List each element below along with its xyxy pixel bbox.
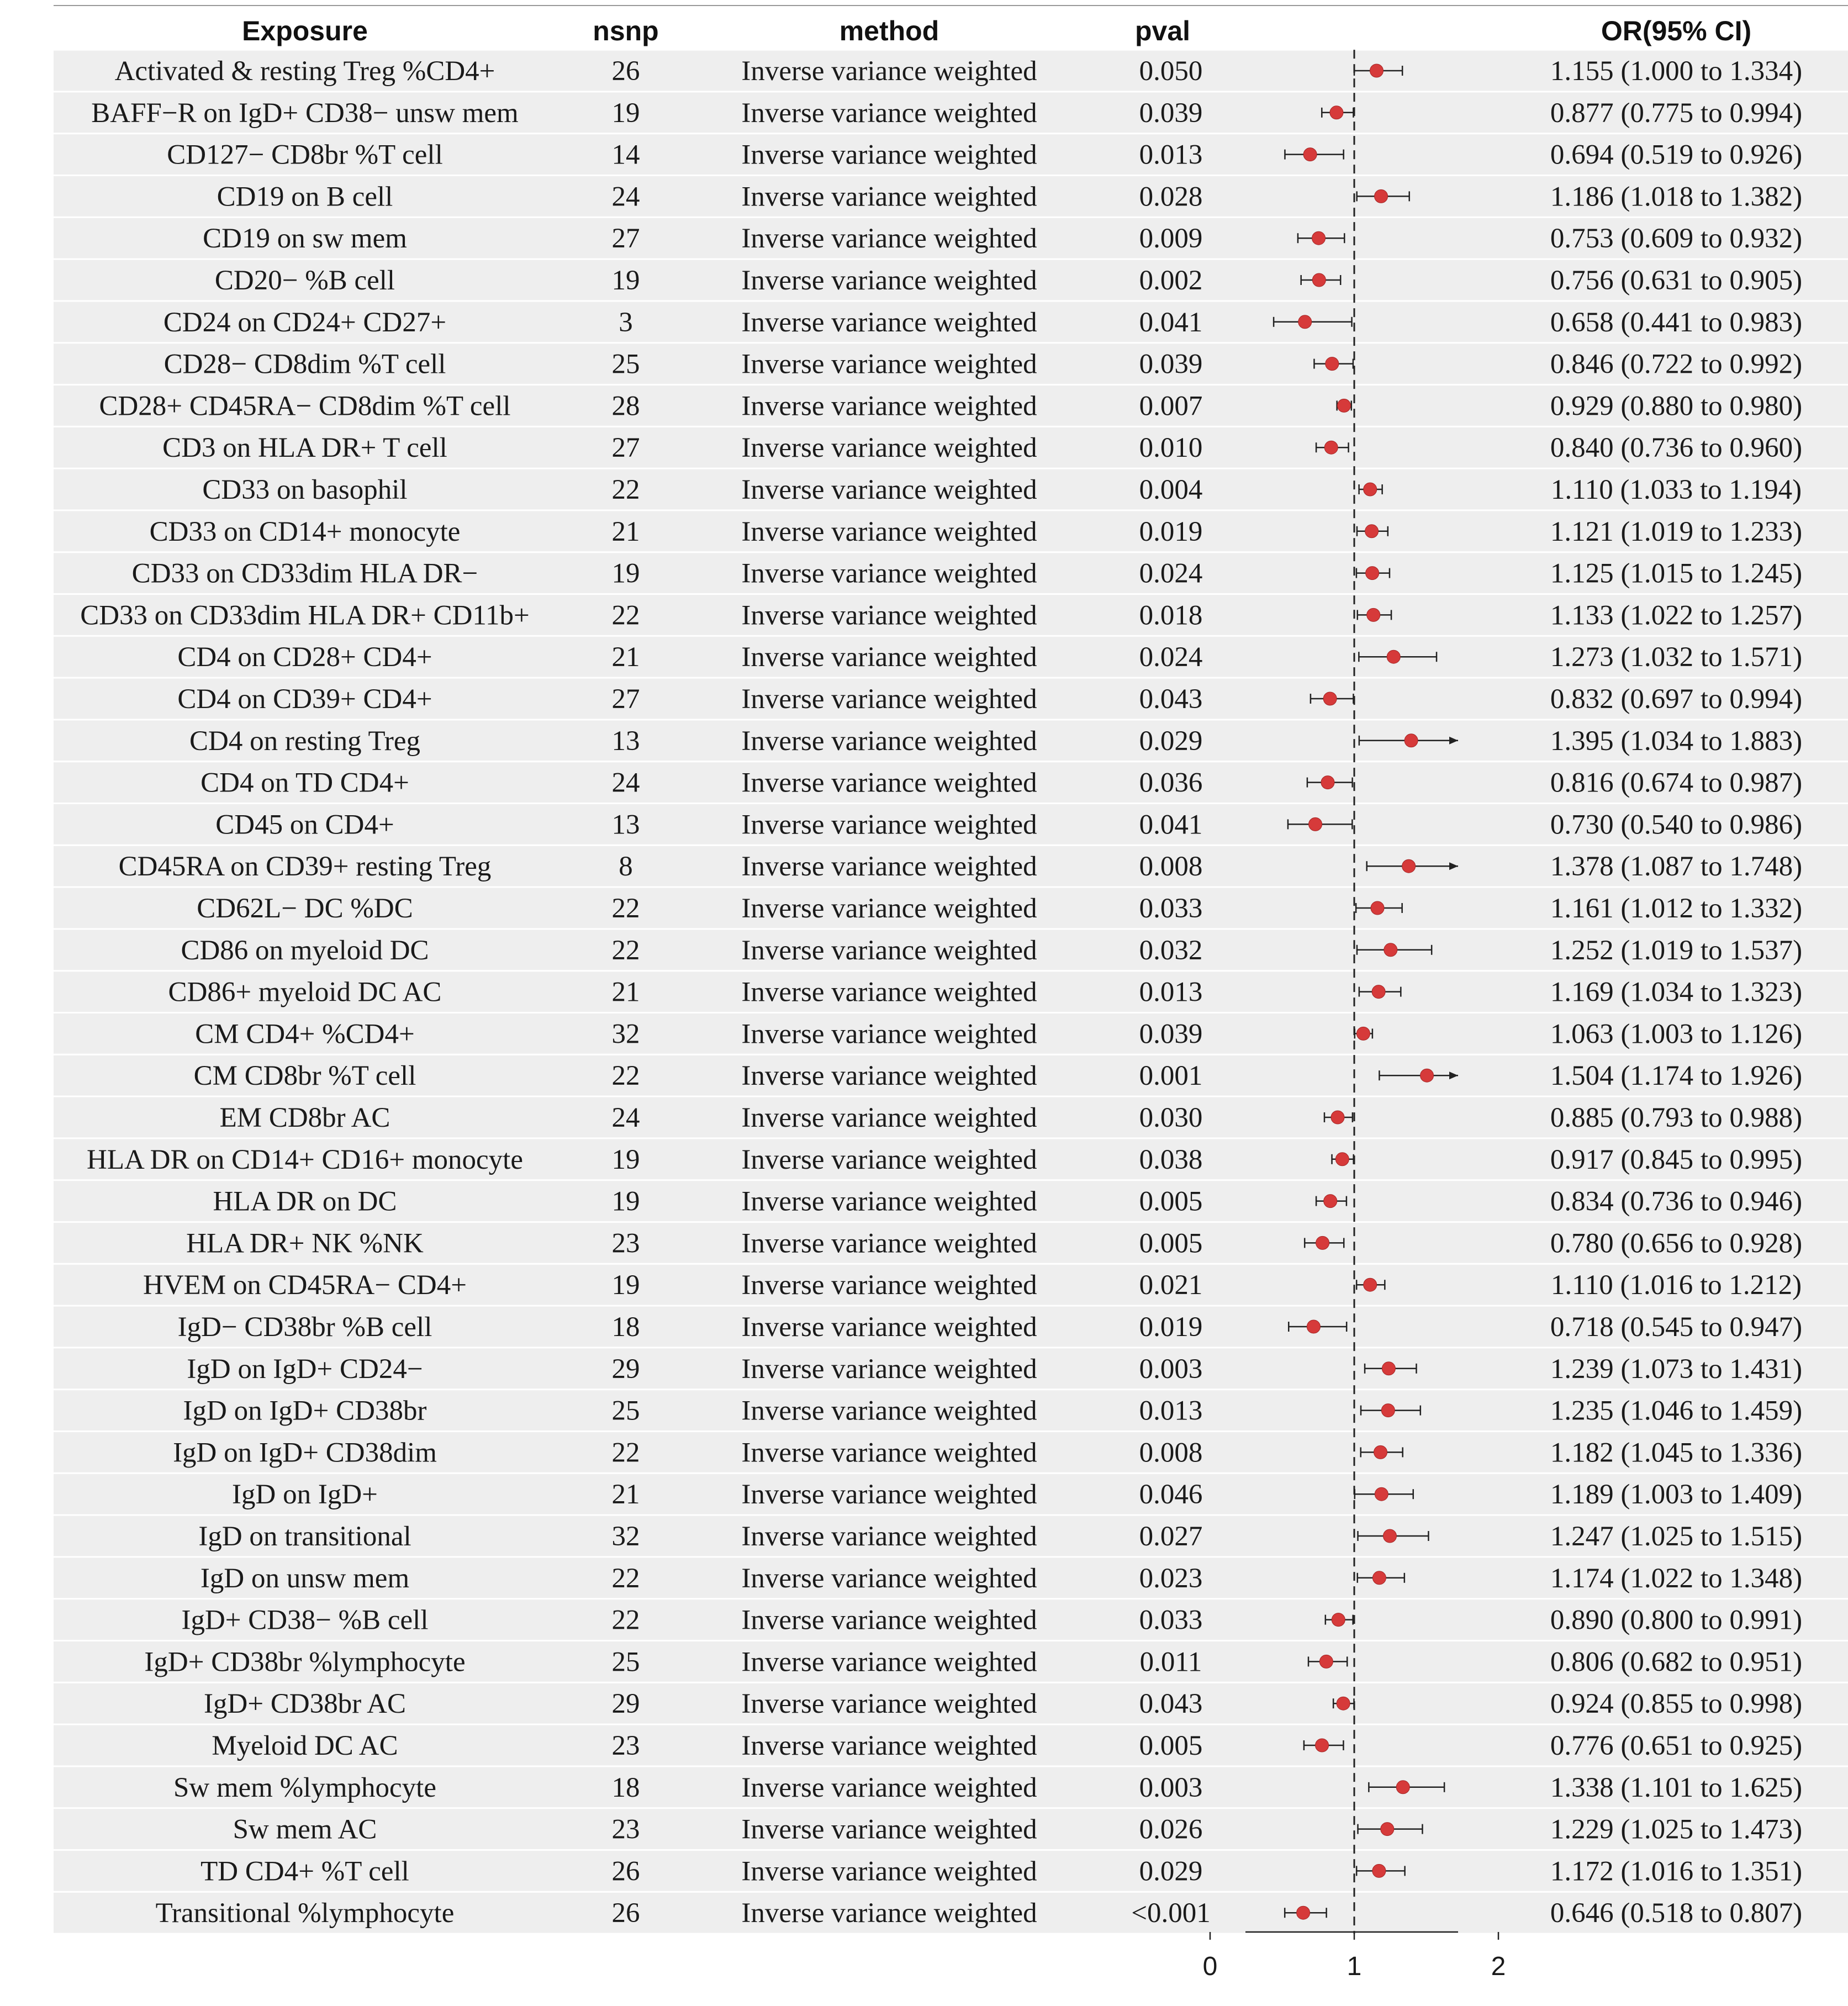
or-ci-label: 1.229 (1.025 to 1.473) [1550, 1814, 1803, 1845]
method-label: Inverse variance weighted [741, 1437, 1037, 1469]
nsnp-value: 21 [611, 976, 640, 1008]
or-point [1372, 985, 1385, 999]
method-label: Inverse variance weighted [741, 1814, 1037, 1845]
nsnp-value: 25 [611, 349, 640, 380]
exposure-label: IgD on transitional [198, 1521, 411, 1552]
method-label: Inverse variance weighted [741, 600, 1037, 631]
method-label: Inverse variance weighted [741, 1730, 1037, 1761]
or-ci-label: 0.730 (0.540 to 0.986) [1550, 809, 1803, 841]
or-point [1383, 1529, 1396, 1543]
pval-value: 0.038 [1139, 1144, 1203, 1175]
pval-value: 0.019 [1139, 1312, 1203, 1343]
pval-value: 0.008 [1139, 851, 1203, 883]
or-ci-label: 1.172 (1.016 to 1.351) [1550, 1856, 1803, 1887]
nsnp-value: 27 [611, 432, 640, 464]
or-point [1367, 608, 1380, 621]
or-ci-label: 0.694 (0.519 to 0.926) [1550, 139, 1803, 171]
method-label: Inverse variance weighted [741, 1102, 1037, 1133]
or-point [1307, 1320, 1320, 1333]
or-ci-label: 0.806 (0.682 to 0.951) [1550, 1646, 1803, 1678]
pval-value: 0.039 [1139, 97, 1203, 129]
table-row [177, 642, 1802, 673]
or-ci-label: 1.247 (1.025 to 1.515) [1550, 1521, 1803, 1552]
exposure-label: CD28+ CD45RA− CD8dim %T cell [99, 390, 511, 422]
method-label: Inverse variance weighted [741, 1521, 1037, 1552]
exposure-label: CD28− CD8dim %T cell [163, 349, 446, 380]
nsnp-value: 26 [611, 56, 640, 87]
table-row [163, 307, 1802, 338]
pval-value: 0.023 [1139, 1562, 1203, 1594]
or-ci-label: 1.338 (1.101 to 1.625) [1550, 1772, 1803, 1803]
method-label: Inverse variance weighted [741, 1228, 1037, 1259]
pval-value: 0.029 [1139, 725, 1203, 757]
table-row [167, 140, 1802, 171]
or-ci-label: 1.063 (1.003 to 1.126) [1550, 1018, 1803, 1050]
pval-value: 0.005 [1139, 1186, 1203, 1217]
nsnp-value: 14 [611, 139, 640, 171]
or-point [1324, 1195, 1337, 1208]
method-label: Inverse variance weighted [741, 1395, 1037, 1427]
or-point [1326, 357, 1339, 371]
header-pval: pval [1134, 15, 1191, 46]
nsnp-value: 28 [611, 390, 640, 422]
table-row [183, 1396, 1803, 1427]
nsnp-value: 8 [619, 851, 633, 883]
exposure-label: CD4 on resting Treg [189, 725, 420, 757]
pval-value: 0.002 [1139, 265, 1203, 296]
or-point [1374, 1445, 1387, 1459]
or-ci-label: 1.133 (1.022 to 1.257) [1550, 600, 1803, 631]
exposure-label: CD33 on CD14+ monocyte [149, 516, 461, 547]
exposure-label: IgD+ CD38− %B cell [181, 1604, 429, 1636]
method-label: Inverse variance weighted [741, 516, 1037, 547]
or-ci-label: 1.378 (1.087 to 1.748) [1550, 851, 1803, 883]
nsnp-value: 24 [611, 767, 640, 799]
nsnp-value: 22 [611, 1437, 640, 1469]
method-label: Inverse variance weighted [741, 1479, 1037, 1511]
pval-value: 0.013 [1139, 976, 1203, 1008]
nsnp-value: 32 [611, 1018, 640, 1050]
nsnp-value: 26 [611, 1856, 640, 1887]
header-exposure: Exposure [242, 15, 368, 46]
or-ci-label: 1.186 (1.018 to 1.382) [1550, 181, 1803, 213]
or-point [1298, 315, 1312, 329]
pval-value: 0.033 [1139, 1604, 1203, 1636]
pval-value: 0.032 [1139, 935, 1203, 966]
or-point [1371, 901, 1384, 915]
table-row [150, 516, 1802, 547]
pval-value: 0.041 [1139, 307, 1203, 338]
or-point [1365, 525, 1379, 538]
exposure-label: HLA DR on CD14+ CD16+ monocyte [87, 1144, 523, 1175]
exposure-label: CD19 on B cell [217, 181, 393, 213]
method-label: Inverse variance weighted [741, 349, 1037, 380]
pval-value: 0.005 [1139, 1228, 1203, 1259]
method-label: Inverse variance weighted [741, 1898, 1037, 1929]
exposure-label: Myeloid DC AC [212, 1730, 398, 1761]
method-label: Inverse variance weighted [741, 390, 1037, 422]
exposure-label: BAFF−R on IgD+ CD38− unsw mem [91, 97, 519, 129]
or-point [1366, 567, 1379, 580]
pval-value: 0.043 [1139, 684, 1203, 715]
pval-value: <0.001 [1131, 1898, 1211, 1929]
table-row [144, 1646, 1802, 1677]
exposure-label: CD33 on CD33dim HLA DR+ CD11b+ [80, 600, 530, 631]
or-point [1381, 1404, 1395, 1417]
method-label: Inverse variance weighted [741, 139, 1037, 171]
or-point [1387, 650, 1400, 663]
table-row [162, 432, 1802, 463]
nsnp-value: 23 [611, 1228, 640, 1259]
pval-value: 0.003 [1139, 1772, 1203, 1803]
pval-value: 0.028 [1139, 181, 1203, 213]
exposure-label: CD33 on CD33dim HLA DR− [131, 558, 478, 589]
pval-value: 0.005 [1139, 1730, 1203, 1761]
or-ci-label: 1.169 (1.034 to 1.323) [1550, 976, 1803, 1008]
nsnp-value: 18 [611, 1772, 640, 1803]
pval-value: 0.011 [1139, 1646, 1202, 1678]
pval-value: 0.039 [1139, 1018, 1203, 1050]
pval-value: 0.003 [1139, 1353, 1203, 1385]
nsnp-value: 21 [611, 516, 640, 547]
pval-value: 0.050 [1139, 56, 1203, 87]
exposure-label: CM CD8br %T cell [193, 1060, 416, 1092]
exposure-label: CD86 on myeloid DC [181, 935, 429, 966]
exposure-label: CD127− CD8br %T cell [167, 139, 443, 171]
or-ci-label: 0.877 (0.775 to 0.994) [1550, 97, 1803, 129]
exposure-label: Sw mem %lymphocyte [173, 1772, 436, 1803]
or-ci-label: 0.780 (0.656 to 0.928) [1550, 1228, 1803, 1259]
exposure-label: CM CD4+ %CD4+ [195, 1018, 415, 1050]
axis-tick-label: 0 [1202, 1952, 1218, 1981]
or-point [1384, 943, 1397, 957]
pval-value: 0.008 [1139, 1437, 1203, 1469]
or-ci-label: 1.239 (1.073 to 1.431) [1550, 1353, 1803, 1385]
exposure-label: CD24 on CD24+ CD27+ [163, 307, 447, 338]
or-point [1364, 1278, 1377, 1291]
method-label: Inverse variance weighted [741, 1270, 1037, 1301]
or-point [1324, 441, 1338, 454]
or-point [1319, 1655, 1333, 1668]
nsnp-value: 22 [611, 474, 640, 505]
nsnp-value: 21 [611, 642, 640, 673]
nsnp-value: 19 [611, 1270, 640, 1301]
table-row [173, 1437, 1802, 1468]
method-label: Inverse variance weighted [741, 684, 1037, 715]
exposure-label: IgD− CD38br %B cell [177, 1312, 432, 1343]
or-point [1337, 1697, 1350, 1710]
nsnp-value: 22 [611, 893, 640, 924]
pval-value: 0.041 [1139, 809, 1203, 841]
or-point [1372, 1864, 1386, 1877]
method-label: Inverse variance weighted [741, 1144, 1037, 1175]
or-ci-label: 1.273 (1.032 to 1.571) [1550, 642, 1803, 673]
method-label: Inverse variance weighted [741, 1772, 1037, 1803]
header-method: method [839, 15, 939, 46]
method-label: Inverse variance weighted [741, 1562, 1037, 1594]
or-point [1332, 1613, 1345, 1627]
or-point [1372, 1571, 1386, 1585]
or-ci-label: 1.125 (1.015 to 1.245) [1550, 558, 1803, 589]
exposure-label: HVEM on CD45RA− CD4+ [143, 1270, 467, 1301]
exposure-label: CD4 on CD39+ CD4+ [177, 684, 432, 715]
or-ci-label: 1.252 (1.019 to 1.537) [1550, 935, 1803, 966]
exposure-label: IgD on IgD+ CD38dim [173, 1437, 437, 1469]
or-ci-label: 0.840 (0.736 to 0.960) [1550, 432, 1803, 464]
table-row [164, 349, 1803, 380]
exposure-label: CD62L− DC %DC [197, 893, 413, 924]
pval-value: 0.018 [1139, 600, 1203, 631]
or-ci-label: 0.776 (0.651 to 0.925) [1550, 1730, 1803, 1761]
exposure-label: CD45RA on CD39+ resting Treg [118, 851, 492, 883]
axis-tick-label: 2 [1491, 1952, 1506, 1981]
or-point [1370, 64, 1383, 77]
method-label: Inverse variance weighted [741, 1646, 1037, 1678]
or-point [1312, 273, 1326, 287]
or-point [1405, 734, 1418, 747]
nsnp-value: 26 [611, 1898, 640, 1929]
exposure-label: HLA DR on DC [213, 1186, 397, 1217]
pval-value: 0.046 [1139, 1479, 1203, 1511]
nsnp-value: 29 [611, 1353, 640, 1385]
pval-value: 0.036 [1139, 767, 1203, 799]
or-ci-label: 0.885 (0.793 to 0.988) [1550, 1102, 1803, 1133]
x-axis [1203, 1932, 1506, 1981]
pval-value: 0.039 [1139, 349, 1203, 380]
or-ci-label: 1.395 (1.034 to 1.883) [1550, 725, 1803, 757]
or-point [1303, 148, 1317, 161]
exposure-label: CD3 on HLA DR+ T cell [162, 432, 447, 464]
nsnp-value: 19 [611, 265, 640, 296]
exposure-label: TD CD4+ %T cell [200, 1856, 409, 1887]
nsnp-value: 25 [611, 1646, 640, 1678]
pval-value: 0.019 [1139, 516, 1203, 547]
table-row [178, 1312, 1802, 1343]
header-or-ci: OR(95% CI) [1601, 15, 1752, 46]
table-row [143, 1270, 1802, 1301]
or-point [1321, 776, 1334, 789]
or-ci-label: 1.182 (1.045 to 1.336) [1550, 1437, 1803, 1469]
or-point [1331, 1111, 1344, 1124]
pval-value: 0.030 [1139, 1102, 1203, 1133]
or-ci-label: 0.917 (0.845 to 0.995) [1550, 1144, 1803, 1175]
method-label: Inverse variance weighted [741, 1353, 1037, 1385]
exposure-label: CD4 on TD CD4+ [200, 767, 409, 799]
exposure-label: Sw mem AC [233, 1814, 377, 1845]
nsnp-value: 32 [611, 1521, 640, 1552]
pval-value: 0.026 [1139, 1814, 1203, 1845]
column-headers [242, 15, 1751, 46]
exposure-label: Activated & resting Treg %CD4+ [114, 56, 495, 87]
or-point [1364, 483, 1377, 496]
or-ci-label: 0.832 (0.697 to 0.994) [1550, 684, 1803, 715]
exposure-label: IgD on IgD+ CD24− [187, 1353, 423, 1385]
method-label: Inverse variance weighted [741, 809, 1037, 841]
method-label: Inverse variance weighted [741, 265, 1037, 296]
nsnp-value: 22 [611, 1060, 640, 1092]
method-label: Inverse variance weighted [741, 181, 1037, 213]
nsnp-value: 29 [611, 1688, 640, 1720]
method-label: Inverse variance weighted [741, 851, 1037, 883]
exposure-label: IgD+ CD38br %lymphocyte [144, 1646, 466, 1678]
pval-value: 0.029 [1139, 1856, 1203, 1887]
or-ci-label: 0.756 (0.631 to 0.905) [1550, 265, 1803, 296]
or-ci-label: 0.646 (0.518 to 0.807) [1550, 1898, 1803, 1929]
method-label: Inverse variance weighted [741, 1312, 1037, 1343]
or-point [1381, 1823, 1394, 1836]
method-label: Inverse variance weighted [741, 976, 1037, 1008]
exposure-label: HLA DR+ NK %NK [186, 1228, 424, 1259]
or-ci-label: 0.834 (0.736 to 0.946) [1550, 1186, 1803, 1217]
method-label: Inverse variance weighted [741, 725, 1037, 757]
nsnp-value: 19 [611, 97, 640, 129]
table-row [156, 1898, 1802, 1929]
pval-value: 0.009 [1139, 223, 1203, 255]
nsnp-value: 22 [611, 1562, 640, 1594]
method-label: Inverse variance weighted [741, 1060, 1037, 1092]
or-ci-label: 1.161 (1.012 to 1.332) [1550, 893, 1803, 924]
method-label: Inverse variance weighted [741, 1856, 1037, 1887]
nsnp-value: 23 [611, 1730, 640, 1761]
or-point [1396, 1781, 1409, 1794]
pval-value: 0.010 [1139, 432, 1203, 464]
pval-value: 0.043 [1139, 1688, 1203, 1720]
method-label: Inverse variance weighted [741, 432, 1037, 464]
pval-value: 0.024 [1139, 642, 1203, 673]
or-point [1421, 1069, 1434, 1082]
pval-value: 0.013 [1139, 139, 1203, 171]
table-row [181, 1605, 1802, 1636]
or-ci-label: 0.658 (0.441 to 0.983) [1550, 307, 1803, 338]
or-ci-label: 1.174 (1.022 to 1.348) [1550, 1562, 1803, 1594]
table-row [168, 977, 1803, 1008]
or-point [1297, 1906, 1310, 1919]
method-label: Inverse variance weighted [741, 558, 1037, 589]
pval-value: 0.021 [1139, 1270, 1203, 1301]
exposure-label: Transitional %lymphocyte [155, 1898, 455, 1929]
or-ci-label: 0.929 (0.880 to 0.980) [1550, 390, 1803, 422]
method-label: Inverse variance weighted [741, 474, 1037, 505]
or-point [1316, 1739, 1329, 1752]
exposure-label: EM CD8br AC [219, 1102, 390, 1133]
table-row [173, 1772, 1802, 1803]
nsnp-value: 22 [611, 935, 640, 966]
axis-tick-label: 1 [1347, 1952, 1362, 1981]
or-point [1356, 1027, 1370, 1040]
pval-value: 0.007 [1139, 390, 1203, 422]
exposure-label: IgD on IgD+ CD38br [183, 1395, 427, 1427]
exposure-label: IgD on unsw mem [200, 1562, 410, 1594]
or-ci-label: 1.121 (1.019 to 1.233) [1550, 516, 1803, 547]
nsnp-value: 22 [611, 1604, 640, 1636]
nsnp-value: 21 [611, 1479, 640, 1511]
nsnp-value: 19 [611, 558, 640, 589]
pval-value: 0.004 [1139, 474, 1203, 505]
method-label: Inverse variance weighted [741, 1186, 1037, 1217]
or-ci-label: 1.189 (1.003 to 1.409) [1550, 1479, 1803, 1511]
method-label: Inverse variance weighted [741, 97, 1037, 129]
method-label: Inverse variance weighted [741, 1688, 1037, 1720]
method-label: Inverse variance weighted [741, 893, 1037, 924]
nsnp-value: 27 [611, 223, 640, 255]
method-label: Inverse variance weighted [741, 223, 1037, 255]
or-ci-label: 1.504 (1.174 to 1.926) [1550, 1060, 1803, 1092]
nsnp-value: 19 [611, 1144, 640, 1175]
or-ci-label: 0.718 (0.545 to 0.947) [1550, 1312, 1803, 1343]
exposure-label: CD86+ myeloid DC AC [168, 976, 442, 1008]
or-point [1312, 231, 1326, 245]
nsnp-value: 25 [611, 1395, 640, 1427]
method-label: Inverse variance weighted [741, 642, 1037, 673]
nsnp-value: 24 [611, 181, 640, 213]
exposure-label: CD45 on CD4+ [215, 809, 394, 841]
nsnp-value: 19 [611, 1186, 640, 1217]
method-label: Inverse variance weighted [741, 935, 1037, 966]
or-ci-label: 1.235 (1.046 to 1.459) [1550, 1395, 1803, 1427]
or-point [1337, 399, 1350, 412]
exposure-label: CD19 on sw mem [203, 223, 407, 255]
table-row [177, 684, 1802, 715]
or-point [1309, 817, 1322, 831]
or-point [1375, 1487, 1388, 1501]
nsnp-value: 24 [611, 1102, 640, 1133]
method-label: Inverse variance weighted [741, 56, 1037, 87]
nsnp-value: 23 [611, 1814, 640, 1845]
method-label: Inverse variance weighted [741, 1018, 1037, 1050]
method-label: Inverse variance weighted [741, 767, 1037, 799]
pval-value: 0.001 [1139, 1060, 1203, 1092]
nsnp-value: 18 [611, 1312, 640, 1343]
header-nsnp: nsnp [593, 15, 659, 46]
or-point [1375, 189, 1388, 203]
exposure-label: CD4 on CD28+ CD4+ [177, 642, 432, 673]
or-ci-label: 1.110 (1.033 to 1.194) [1550, 474, 1802, 505]
pval-value: 0.013 [1139, 1395, 1203, 1427]
pval-value: 0.024 [1139, 558, 1203, 589]
nsnp-value: 13 [611, 725, 640, 757]
pval-value: 0.027 [1139, 1521, 1203, 1552]
or-ci-label: 0.924 (0.855 to 0.998) [1550, 1688, 1803, 1720]
or-point [1316, 1236, 1329, 1249]
method-label: Inverse variance weighted [741, 1604, 1037, 1636]
or-point [1402, 859, 1416, 873]
exposure-label: CD33 on basophil [202, 474, 408, 505]
table-row [132, 558, 1802, 589]
or-ci-label: 0.816 (0.674 to 0.987) [1550, 767, 1803, 799]
nsnp-value: 22 [611, 600, 640, 631]
or-ci-label: 0.890 (0.800 to 0.991) [1550, 1604, 1803, 1636]
nsnp-value: 27 [611, 684, 640, 715]
exposure-label: IgD+ CD38br AC [204, 1688, 406, 1720]
pval-value: 0.033 [1139, 893, 1203, 924]
exposure-label: CD20− %B cell [214, 265, 395, 296]
or-ci-label: 0.753 (0.609 to 0.932) [1550, 223, 1803, 255]
or-ci-label: 1.110 (1.016 to 1.212) [1550, 1270, 1802, 1301]
table-row [181, 935, 1802, 966]
or-point [1330, 106, 1343, 119]
or-point [1335, 1153, 1349, 1166]
or-point [1323, 692, 1337, 705]
or-point [1382, 1362, 1395, 1375]
nsnp-value: 13 [611, 809, 640, 841]
or-ci-label: 1.155 (1.000 to 1.334) [1550, 56, 1803, 87]
nsnp-value: 3 [619, 307, 633, 338]
method-label: Inverse variance weighted [741, 307, 1037, 338]
exposure-label: IgD on IgD+ [232, 1479, 378, 1511]
or-ci-label: 0.846 (0.722 to 0.992) [1550, 349, 1803, 380]
